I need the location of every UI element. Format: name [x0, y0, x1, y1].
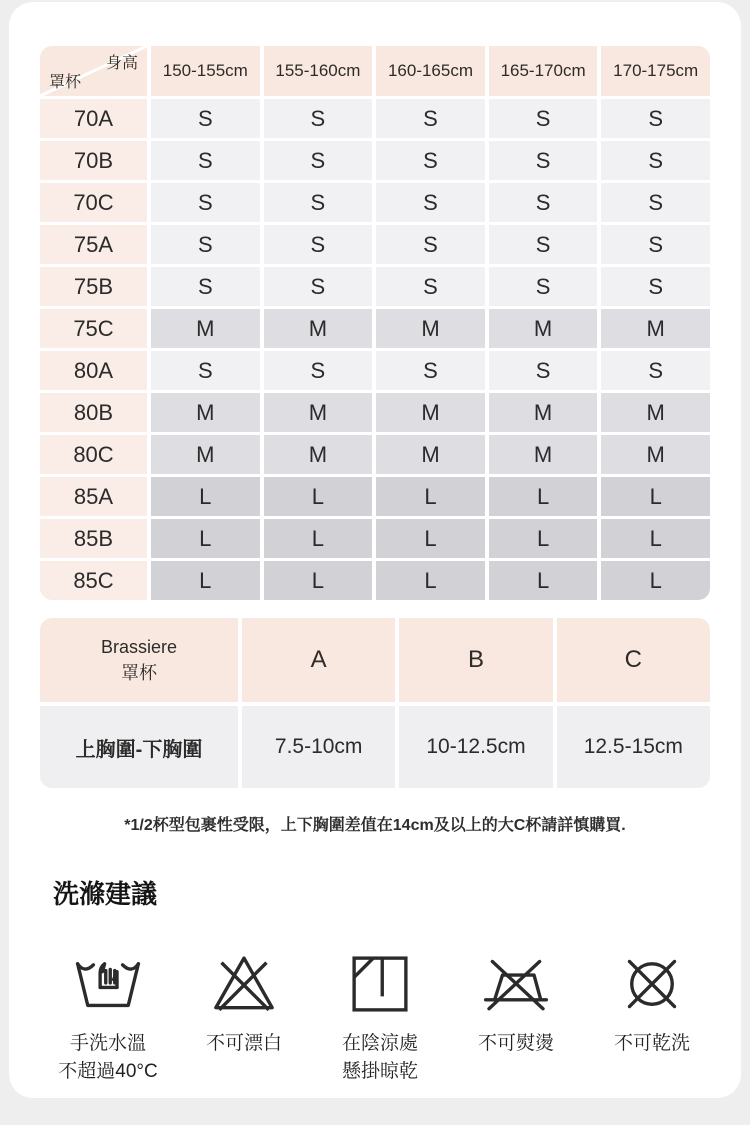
size-cell: S [601, 141, 710, 180]
size-cell: M [601, 435, 710, 474]
size-row-label: 80B [40, 393, 147, 432]
cup-diff-table [40, 618, 710, 788]
size-cell: S [489, 141, 598, 180]
wash-item [176, 948, 312, 1085]
size-cell: M [489, 309, 598, 348]
size-cell: S [601, 225, 710, 264]
size-cell: L [151, 561, 260, 600]
size-cell: S [151, 99, 260, 138]
size-cell: S [264, 351, 373, 390]
size-cell: L [264, 519, 373, 558]
size-cell: L [376, 561, 485, 600]
size-row-label: 75C [40, 309, 147, 348]
size-cell: S [601, 99, 710, 138]
size-row-label: 75A [40, 225, 147, 264]
hand-wash-icon [72, 948, 144, 1020]
size-cell: L [489, 561, 598, 600]
size-cell: S [489, 183, 598, 222]
size-row-label: 70C [40, 183, 147, 222]
size-cell: L [264, 561, 373, 600]
size-cell: S [151, 351, 260, 390]
size-cell: M [151, 393, 260, 432]
size-cell: L [376, 477, 485, 516]
wash-item-label: 不可熨燙 [477, 1033, 554, 1054]
wash-item-label: 不可乾洗 [613, 1033, 690, 1054]
size-cell: M [376, 309, 485, 348]
size-cell: S [376, 351, 485, 390]
shade-dry-icon [344, 948, 416, 1020]
size-cell: L [151, 519, 260, 558]
size-cell: S [376, 141, 485, 180]
size-row-label: 85A [40, 477, 147, 516]
size-cell: S [264, 183, 373, 222]
size-cell: S [601, 351, 710, 390]
size-cell: M [601, 393, 710, 432]
cup-column-header: A [242, 618, 395, 702]
size-cell: S [601, 183, 710, 222]
size-cell: S [489, 99, 598, 138]
cup-column-header: B [399, 618, 552, 702]
size-cell: S [151, 183, 260, 222]
size-cell: M [376, 393, 485, 432]
cup-table-title-zh: 罩杯 [121, 663, 157, 683]
wash-item [448, 948, 584, 1085]
cup-diff-value: 10-12.5cm [399, 706, 552, 788]
size-table-column-header: 160-165cm [376, 46, 485, 96]
size-cell: L [601, 561, 710, 600]
wash-item [312, 948, 448, 1085]
size-cell: L [489, 477, 598, 516]
size-cell: L [489, 519, 598, 558]
size-table-corner-cell [40, 46, 147, 96]
size-cell: S [264, 141, 373, 180]
size-cell: M [601, 309, 710, 348]
size-cell: S [489, 267, 598, 306]
wash-item-label: 不可漂白 [205, 1033, 282, 1054]
wash-item-label: 手洗水溫 不超過40°C [58, 1033, 158, 1082]
size-cell: S [151, 225, 260, 264]
cup-diff-row-label: 上胸圍-下胸圍 [40, 706, 238, 788]
cup-diff-value: 12.5-15cm [557, 706, 710, 788]
size-row-label: 80A [40, 351, 147, 390]
size-row-label: 80C [40, 435, 147, 474]
size-row-label: 70B [40, 141, 147, 180]
wash-section-title: 洗滌建議 [53, 879, 158, 909]
size-cell: S [376, 267, 485, 306]
size-cell: S [151, 267, 260, 306]
cup-table-title-en: Brassiere [100, 636, 178, 657]
wash-item [584, 948, 720, 1085]
size-cell: S [151, 141, 260, 180]
size-cell: M [264, 393, 373, 432]
size-table-column-header: 165-170cm [489, 46, 598, 96]
size-cell: S [264, 267, 373, 306]
size-cell: S [601, 267, 710, 306]
size-cell: L [264, 477, 373, 516]
cup-diff-value: 7.5-10cm [242, 706, 395, 788]
size-cell: L [376, 519, 485, 558]
size-row-label: 75B [40, 267, 147, 306]
size-cell: S [376, 225, 485, 264]
size-cell: S [376, 183, 485, 222]
cup-column-header: C [557, 618, 710, 702]
cup-table-corner-cell [40, 618, 238, 702]
size-cell: S [264, 99, 373, 138]
wash-item [40, 948, 176, 1085]
size-cell: S [264, 225, 373, 264]
size-cell: M [489, 393, 598, 432]
size-cell: L [601, 519, 710, 558]
no-iron-icon [480, 948, 552, 1020]
wash-item-label: 在陰涼處 懸掛晾乾 [341, 1033, 418, 1082]
size-cell: S [489, 225, 598, 264]
size-cell: M [151, 309, 260, 348]
size-table-column-header: 150-155cm [151, 46, 260, 96]
size-cell: M [376, 435, 485, 474]
size-cell: M [489, 435, 598, 474]
size-cell: M [151, 435, 260, 474]
no-bleach-icon [208, 948, 280, 1020]
size-cell: S [489, 351, 598, 390]
size-cell: M [264, 435, 373, 474]
no-dry-clean-icon [616, 948, 688, 1020]
size-row-label: 70A [40, 99, 147, 138]
corner-cup-label: 罩杯 [49, 74, 82, 91]
size-cell: S [376, 99, 485, 138]
size-table [40, 46, 710, 600]
size-cell: L [601, 477, 710, 516]
size-table-column-header: 155-160cm [264, 46, 373, 96]
purchase-note: *1/2杯型包裹性受限，上下胸圍差值在14cm及以上的大C杯請詳慎購買. [124, 817, 626, 834]
corner-height-label: 身高 [105, 55, 138, 72]
size-table-column-header: 170-175cm [601, 46, 710, 96]
size-cell: M [264, 309, 373, 348]
size-cell: L [151, 477, 260, 516]
wash-icons-row [40, 948, 720, 1085]
size-row-label: 85C [40, 561, 147, 600]
size-row-label: 85B [40, 519, 147, 558]
